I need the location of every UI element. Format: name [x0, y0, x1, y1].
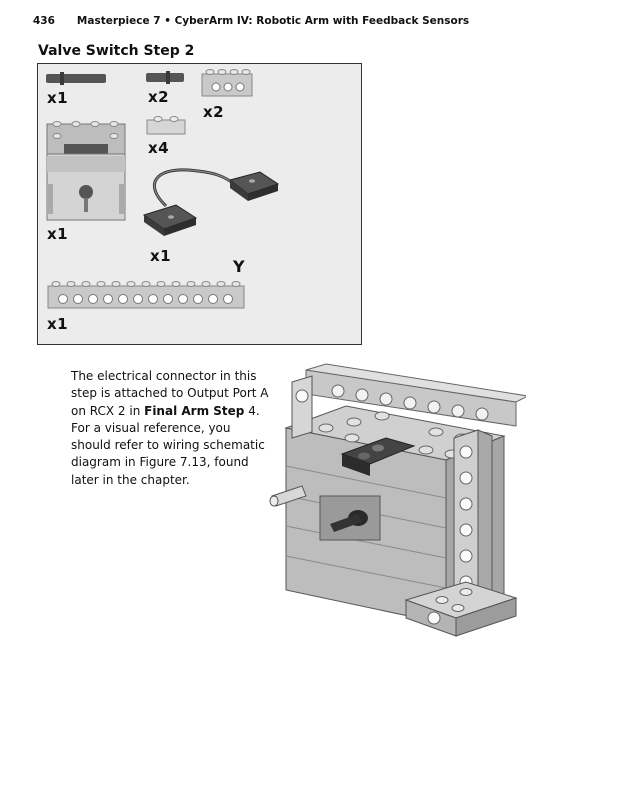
parts-illustration [38, 64, 361, 344]
qty-plate-small: x4 [148, 139, 170, 157]
wire-connector-part [144, 170, 278, 236]
qty-axle-long: x1 [47, 89, 69, 107]
parts-list-box [37, 63, 362, 345]
qty-axle-short: x2 [148, 88, 170, 106]
running-header [33, 15, 469, 27]
page-number: 436 [33, 15, 55, 27]
qty-motor: x1 [47, 225, 69, 243]
section-title: Valve Switch Step 2 [38, 43, 195, 59]
small-plate-part [147, 117, 185, 135]
assembled-model-illustration [266, 356, 526, 656]
beam-long-part [48, 282, 244, 309]
step-description [71, 368, 271, 489]
desc-text-1: The electrical connector in this step is attached to Output Port A on RCX 2 in [71, 369, 269, 418]
desc-text-2: 4. For a visual reference, you should refer to wiring schematic diagram in Figure 7.13, found later in the chapter. [71, 403, 265, 487]
axle-long-part [46, 72, 106, 85]
qty-beam-4: x2 [203, 103, 225, 121]
motor-part [47, 122, 125, 221]
qty-beam-long: x1 [47, 315, 69, 333]
axle-short-part [146, 71, 184, 84]
desc-bold-ref: Final Arm Step [144, 403, 245, 418]
running-title: Masterpiece 7 • CyberArm IV: Robotic Arm with Feedback Sensors [76, 15, 470, 27]
label-y: Y [233, 257, 246, 276]
qty-wire: x1 [150, 247, 172, 265]
beam-4-part [202, 70, 252, 97]
